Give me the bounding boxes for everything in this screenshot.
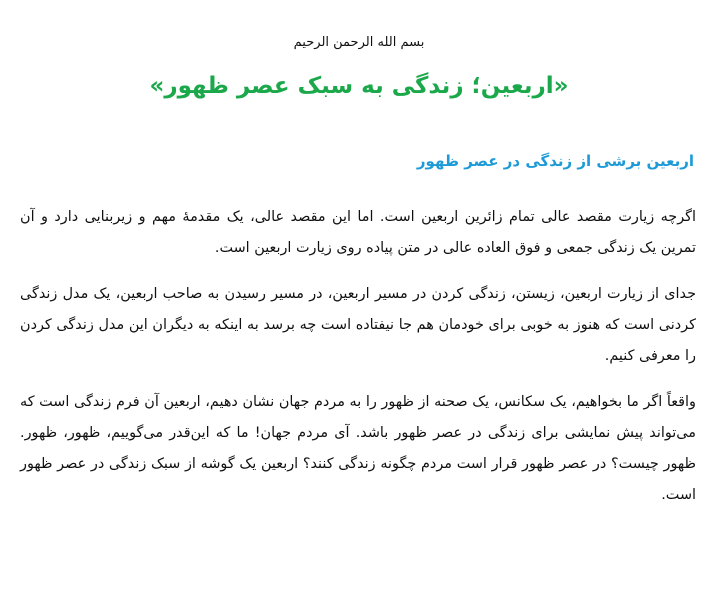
basmala-heading: بسم الله الرحمن الرحیم <box>293 35 425 50</box>
paragraph-2: جدای از زیارت اربعین، زیستن، زندگی کردن در مسیر اربعین، در مسیر رسیدن به صاحب اربعین، یک مدل زندگی کردنی است که هنوز به خوبی برای خودمان هم جا نیفتاده است چه برسد به اینکه به دیگران این مدل زندگی کردن را معرفی کنیم. <box>20 286 696 364</box>
article-body <box>20 202 696 526</box>
page-title: «اربعین؛ زندگی به سبک عصر ظهور» <box>149 73 569 99</box>
section-subtitle: اربعین برشی از زندگی در عصر ظهور <box>416 152 694 170</box>
paragraph-3: واقعاً اگر ما بخواهیم، یک سکانس، یک صحنه از ظهور را به مردم جهان نشان دهیم، اربعین آن فرم زندگی است که می‌تواند پیش نمایشی برای زندگی در عصر ظهور باشد. آی مردم جهان! ما که این‌قدر می‌گوییم، ظهور، ظهور. ظهور چیست؟ در عصر ظهور قرار است مردم چگونه زندگی کنند؟ اربعین یک گوشه از سبک زندگی در عصر ظهور است. <box>20 394 696 503</box>
paragraph-1: اگرچه زیارت مقصد عالی تمام زائرین اربعین است. اما این مقصد عالی، یک مقدمهٔ مهم و زیربنایی دارد و آن تمرین یک زندگی جمعی و فوق العاده عالی در متن پیاده روی زیارت اربعین است. <box>20 209 696 256</box>
